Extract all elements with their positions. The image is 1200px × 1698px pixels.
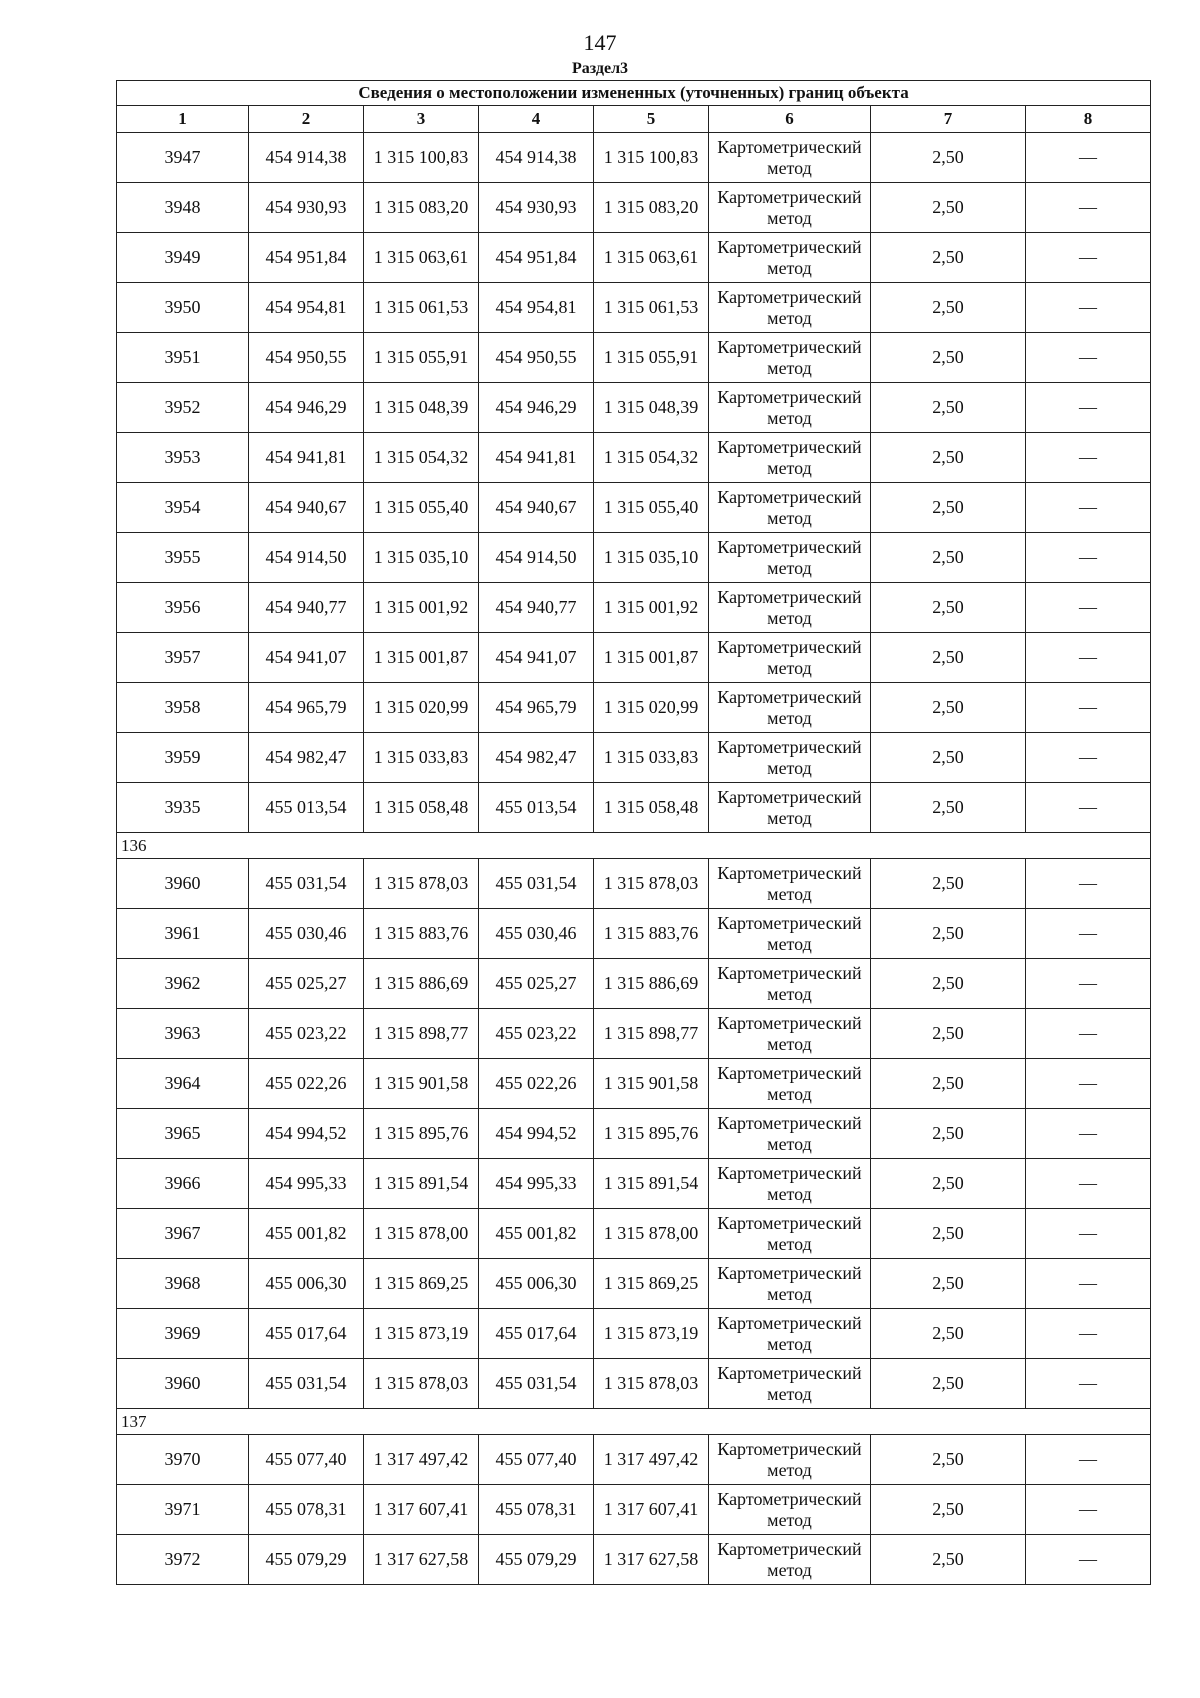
table-cell: 1 315 048,39 — [594, 383, 709, 433]
table-cell: 3970 — [117, 1435, 249, 1485]
table-cell: 1 315 878,03 — [364, 859, 479, 909]
table-cell: 455 017,64 — [249, 1309, 364, 1359]
group-row — [117, 833, 1151, 859]
table-cell: 1 315 898,77 — [364, 1009, 479, 1059]
group-label: 137 — [117, 1409, 1151, 1435]
table-cell: 1 315 061,53 — [364, 283, 479, 333]
column-header: 4 — [479, 106, 594, 133]
table-row — [117, 1009, 1151, 1059]
method-cell: Картометрический метод — [709, 959, 871, 1009]
method-cell: Картометрический метод — [709, 859, 871, 909]
table-body — [117, 133, 1151, 1585]
table-cell: 2,50 — [871, 959, 1026, 1009]
dash-cell: — — [1026, 383, 1151, 433]
table-cell: 2,50 — [871, 783, 1026, 833]
table-cell: 454 940,77 — [249, 583, 364, 633]
table-cell: 455 006,30 — [479, 1259, 594, 1309]
table-cell: 2,50 — [871, 633, 1026, 683]
table-row — [117, 283, 1151, 333]
coordinates-table — [116, 80, 1151, 1585]
dash-cell: — — [1026, 533, 1151, 583]
table-cell: 455 030,46 — [479, 909, 594, 959]
table-cell: 454 982,47 — [249, 733, 364, 783]
table-cell: 1 315 886,69 — [594, 959, 709, 1009]
dash-cell: — — [1026, 1535, 1151, 1585]
table-cell: 3957 — [117, 633, 249, 683]
table-cell: 454 995,33 — [249, 1159, 364, 1209]
dash-cell: — — [1026, 283, 1151, 333]
table-cell: 3950 — [117, 283, 249, 333]
method-cell: Картометрический метод — [709, 483, 871, 533]
table-cell: 3960 — [117, 1359, 249, 1409]
table-cell: 1 315 054,32 — [594, 433, 709, 483]
table-cell: 454 941,81 — [479, 433, 594, 483]
table-cell: 1 315 100,83 — [364, 133, 479, 183]
table-cell: 455 078,31 — [479, 1485, 594, 1535]
table-cell: 3962 — [117, 959, 249, 1009]
dash-cell: — — [1026, 1059, 1151, 1109]
table-cell: 3969 — [117, 1309, 249, 1359]
table-cell: 1 315 883,76 — [364, 909, 479, 959]
table-cell: 1 315 100,83 — [594, 133, 709, 183]
table-cell: 2,50 — [871, 733, 1026, 783]
table-cell: 1 315 873,19 — [364, 1309, 479, 1359]
dash-cell: — — [1026, 183, 1151, 233]
table-cell: 1 315 063,61 — [364, 233, 479, 283]
table-cell: 454 941,07 — [479, 633, 594, 683]
column-header: 3 — [364, 106, 479, 133]
table-cell: 455 017,64 — [479, 1309, 594, 1359]
table-cell: 2,50 — [871, 1109, 1026, 1159]
table-cell: 1 315 061,53 — [594, 283, 709, 333]
table-cell: 455 077,40 — [479, 1435, 594, 1485]
method-cell: Картометрический метод — [709, 583, 871, 633]
table-cell: 3963 — [117, 1009, 249, 1059]
table-row — [117, 583, 1151, 633]
table-cell: 455 023,22 — [249, 1009, 364, 1059]
method-cell: Картометрический метод — [709, 1209, 871, 1259]
dash-cell: — — [1026, 733, 1151, 783]
table-cell: 2,50 — [871, 1535, 1026, 1585]
table-cell: 2,50 — [871, 1435, 1026, 1485]
table-cell: 455 077,40 — [249, 1435, 364, 1485]
table-cell: 454 941,81 — [249, 433, 364, 483]
table-header-row — [117, 106, 1151, 133]
dash-cell: — — [1026, 959, 1151, 1009]
table-cell: 2,50 — [871, 1309, 1026, 1359]
table-row — [117, 1059, 1151, 1109]
table-cell: 3961 — [117, 909, 249, 959]
method-cell: Картометрический метод — [709, 133, 871, 183]
table-row — [117, 633, 1151, 683]
table-row — [117, 233, 1151, 283]
table-cell: 3966 — [117, 1159, 249, 1209]
table-cell: 454 950,55 — [249, 333, 364, 383]
table-cell: 455 001,82 — [479, 1209, 594, 1259]
table-cell: 2,50 — [871, 333, 1026, 383]
table-cell: 3949 — [117, 233, 249, 283]
table-cell: 1 315 878,00 — [364, 1209, 479, 1259]
table-cell: 1 315 895,76 — [594, 1109, 709, 1159]
table-cell: 3964 — [117, 1059, 249, 1109]
table-row — [117, 1109, 1151, 1159]
table-cell: 454 994,52 — [479, 1109, 594, 1159]
table-cell: 455 022,26 — [479, 1059, 594, 1109]
table-row — [117, 1359, 1151, 1409]
table-cell: 1 315 055,91 — [594, 333, 709, 383]
table-cell: 3955 — [117, 533, 249, 583]
table-cell: 1 315 001,87 — [594, 633, 709, 683]
table-cell: 455 031,54 — [479, 1359, 594, 1409]
method-cell: Картометрический метод — [709, 1435, 871, 1485]
table-cell: 1 315 020,99 — [364, 683, 479, 733]
table-cell: 1 317 627,58 — [364, 1535, 479, 1585]
method-cell: Картометрический метод — [709, 633, 871, 683]
table-cell: 1 315 063,61 — [594, 233, 709, 283]
method-cell: Картометрический метод — [709, 1059, 871, 1109]
table-cell: 455 025,27 — [479, 959, 594, 1009]
dash-cell: — — [1026, 333, 1151, 383]
table-cell: 454 914,38 — [479, 133, 594, 183]
table-cell: 1 315 055,91 — [364, 333, 479, 383]
table-cell: 1 315 035,10 — [594, 533, 709, 583]
table-cell: 454 951,84 — [479, 233, 594, 283]
table-caption-row — [117, 81, 1151, 106]
table-row — [117, 333, 1151, 383]
table-cell: 1 315 886,69 — [364, 959, 479, 1009]
table-cell: 1 315 891,54 — [594, 1159, 709, 1209]
table-cell: 454 940,67 — [249, 483, 364, 533]
table-cell: 3953 — [117, 433, 249, 483]
table-cell: 3965 — [117, 1109, 249, 1159]
method-cell: Картометрический метод — [709, 1259, 871, 1309]
table-cell: 455 022,26 — [249, 1059, 364, 1109]
table-row — [117, 683, 1151, 733]
table-cell: 455 023,22 — [479, 1009, 594, 1059]
section-title: Раздел3 — [571, 60, 629, 77]
table-cell: 454 914,50 — [479, 533, 594, 583]
table-cell: 1 315 033,83 — [364, 733, 479, 783]
method-cell: Картометрический метод — [709, 783, 871, 833]
table-cell: 3951 — [117, 333, 249, 383]
table-cell: 454 965,79 — [479, 683, 594, 733]
table-row — [117, 183, 1151, 233]
table-row — [117, 483, 1151, 533]
table-cell: 2,50 — [871, 233, 1026, 283]
method-cell: Картометрический метод — [709, 1009, 871, 1059]
method-cell: Картометрический метод — [709, 1109, 871, 1159]
table-row — [117, 859, 1151, 909]
method-cell: Картометрический метод — [709, 383, 871, 433]
table-row — [117, 133, 1151, 183]
table-cell: 3956 — [117, 583, 249, 633]
table-cell: 1 315 055,40 — [594, 483, 709, 533]
table-cell: 2,50 — [871, 1209, 1026, 1259]
dash-cell: — — [1026, 1159, 1151, 1209]
table-cell: 454 995,33 — [479, 1159, 594, 1209]
table-cell: 1 315 058,48 — [594, 783, 709, 833]
table-row — [117, 1485, 1151, 1535]
table-cell: 454 930,93 — [479, 183, 594, 233]
table-cell: 454 946,29 — [249, 383, 364, 433]
table-cell: 454 982,47 — [479, 733, 594, 783]
table-cell: 2,50 — [871, 1259, 1026, 1309]
table-cell: 1 317 607,41 — [364, 1485, 479, 1535]
dash-cell: — — [1026, 1009, 1151, 1059]
table-cell: 1 315 054,32 — [364, 433, 479, 483]
table-row — [117, 1435, 1151, 1485]
column-header: 2 — [249, 106, 364, 133]
dash-cell: — — [1026, 909, 1151, 959]
column-header: 1 — [117, 106, 249, 133]
table-cell: 1 315 898,77 — [594, 1009, 709, 1059]
dash-cell: — — [1026, 483, 1151, 533]
table-cell: 454 946,29 — [479, 383, 594, 433]
table-cell: 1 315 895,76 — [364, 1109, 479, 1159]
table-row — [117, 909, 1151, 959]
dash-cell: — — [1026, 633, 1151, 683]
method-cell: Картометрический метод — [709, 1535, 871, 1585]
table-row — [117, 959, 1151, 1009]
dash-cell: — — [1026, 1485, 1151, 1535]
table-cell: 2,50 — [871, 1059, 1026, 1109]
table-cell: 1 315 873,19 — [594, 1309, 709, 1359]
table-cell: 2,50 — [871, 683, 1026, 733]
method-cell: Картометрический метод — [709, 909, 871, 959]
table-row — [117, 1259, 1151, 1309]
table-cell: 3971 — [117, 1485, 249, 1535]
table-cell: 454 994,52 — [249, 1109, 364, 1159]
table-row — [117, 433, 1151, 483]
method-cell: Картометрический метод — [709, 1159, 871, 1209]
table-cell: 1 315 878,03 — [594, 859, 709, 909]
dash-cell: — — [1026, 1259, 1151, 1309]
dash-cell: — — [1026, 433, 1151, 483]
table-cell: 1 315 033,83 — [594, 733, 709, 783]
table-cell: 455 031,54 — [249, 859, 364, 909]
table-cell: 1 315 869,25 — [364, 1259, 479, 1309]
table-cell: 3960 — [117, 859, 249, 909]
table-cell: 455 079,29 — [479, 1535, 594, 1585]
dash-cell: — — [1026, 1435, 1151, 1485]
table-cell: 455 025,27 — [249, 959, 364, 1009]
table-cell: 2,50 — [871, 183, 1026, 233]
table-cell: 1 317 607,41 — [594, 1485, 709, 1535]
table-cell: 1 315 055,40 — [364, 483, 479, 533]
table-cell: 3967 — [117, 1209, 249, 1259]
table-cell: 1 315 883,76 — [594, 909, 709, 959]
dash-cell: — — [1026, 233, 1151, 283]
method-cell: Картометрический метод — [709, 1485, 871, 1535]
method-cell: Картометрический метод — [709, 533, 871, 583]
table-cell: 2,50 — [871, 859, 1026, 909]
method-cell: Картометрический метод — [709, 1359, 871, 1409]
table-cell: 1 315 083,20 — [594, 183, 709, 233]
dash-cell: — — [1026, 1309, 1151, 1359]
table-cell: 1 315 878,03 — [364, 1359, 479, 1409]
table-cell: 1 315 035,10 — [364, 533, 479, 583]
method-cell: Картометрический метод — [709, 683, 871, 733]
table-row — [117, 1309, 1151, 1359]
table-cell: 1 315 901,58 — [594, 1059, 709, 1109]
table-cell: 455 013,54 — [479, 783, 594, 833]
table-cell: 2,50 — [871, 909, 1026, 959]
column-header: 8 — [1026, 106, 1151, 133]
table-cell: 455 031,54 — [249, 1359, 364, 1409]
table-cell: 454 954,81 — [249, 283, 364, 333]
table-cell: 1 315 878,00 — [594, 1209, 709, 1259]
table-cell: 454 951,84 — [249, 233, 364, 283]
table-row — [117, 1535, 1151, 1585]
table-cell: 3947 — [117, 133, 249, 183]
column-header: 7 — [871, 106, 1026, 133]
table-cell: 3952 — [117, 383, 249, 433]
method-cell: Картометрический метод — [709, 733, 871, 783]
dash-cell: — — [1026, 583, 1151, 633]
table-cell: 2,50 — [871, 1485, 1026, 1535]
table-cell: 1 315 058,48 — [364, 783, 479, 833]
page-number: 147 — [583, 30, 617, 55]
table-cell: 454 914,38 — [249, 133, 364, 183]
table-row — [117, 733, 1151, 783]
table-cell: 1 317 497,42 — [364, 1435, 479, 1485]
table-row — [117, 1209, 1151, 1259]
table-cell: 455 078,31 — [249, 1485, 364, 1535]
table-cell: 455 006,30 — [249, 1259, 364, 1309]
method-cell: Картометрический метод — [709, 233, 871, 283]
table-cell: 1 315 020,99 — [594, 683, 709, 733]
table-cell: 3958 — [117, 683, 249, 733]
group-row — [117, 1409, 1151, 1435]
column-header: 5 — [594, 106, 709, 133]
table-cell: 2,50 — [871, 533, 1026, 583]
dash-cell: — — [1026, 859, 1151, 909]
column-header: 6 — [709, 106, 871, 133]
table-cell: 3959 — [117, 733, 249, 783]
table-cell: 2,50 — [871, 1009, 1026, 1059]
table-row — [117, 383, 1151, 433]
table-cell: 2,50 — [871, 433, 1026, 483]
table-cell: 2,50 — [871, 583, 1026, 633]
table-cell: 3935 — [117, 783, 249, 833]
table-cell: 2,50 — [871, 283, 1026, 333]
method-cell: Картометрический метод — [709, 183, 871, 233]
table-cell: 1 315 891,54 — [364, 1159, 479, 1209]
dash-cell: — — [1026, 1209, 1151, 1259]
table-cell: 455 013,54 — [249, 783, 364, 833]
table-cell: 455 079,29 — [249, 1535, 364, 1585]
table-cell: 1 315 048,39 — [364, 383, 479, 433]
method-cell: Картометрический метод — [709, 1309, 871, 1359]
table-cell: 1 315 878,03 — [594, 1359, 709, 1409]
table-cell: 454 954,81 — [479, 283, 594, 333]
table-cell: 454 940,67 — [479, 483, 594, 533]
dash-cell: — — [1026, 1109, 1151, 1159]
table-caption: Сведения о местоположении измененных (уточненных) границ объекта — [117, 81, 1151, 106]
dash-cell: — — [1026, 783, 1151, 833]
table-cell: 1 315 001,92 — [594, 583, 709, 633]
table-cell: 2,50 — [871, 383, 1026, 433]
table-cell: 3948 — [117, 183, 249, 233]
dash-cell: — — [1026, 1359, 1151, 1409]
table-cell: 455 031,54 — [479, 859, 594, 909]
table-cell: 2,50 — [871, 1159, 1026, 1209]
table-row — [117, 533, 1151, 583]
table-cell: 1 315 001,92 — [364, 583, 479, 633]
table-cell: 2,50 — [871, 1359, 1026, 1409]
table-cell: 454 930,93 — [249, 183, 364, 233]
table-row — [117, 1159, 1151, 1209]
table-cell: 2,50 — [871, 133, 1026, 183]
table-row — [117, 783, 1151, 833]
group-label: 136 — [117, 833, 1151, 859]
table-cell: 3972 — [117, 1535, 249, 1585]
table-cell: 1 317 627,58 — [594, 1535, 709, 1585]
table-cell: 454 941,07 — [249, 633, 364, 683]
table-cell: 455 030,46 — [249, 909, 364, 959]
table-cell: 3954 — [117, 483, 249, 533]
method-cell: Картометрический метод — [709, 283, 871, 333]
table-cell: 454 914,50 — [249, 533, 364, 583]
dash-cell: — — [1026, 683, 1151, 733]
table-cell: 3968 — [117, 1259, 249, 1309]
table-cell: 454 965,79 — [249, 683, 364, 733]
table-cell: 2,50 — [871, 483, 1026, 533]
table-cell: 1 315 083,20 — [364, 183, 479, 233]
table-cell: 454 950,55 — [479, 333, 594, 383]
table-cell: 1 315 869,25 — [594, 1259, 709, 1309]
method-cell: Картометрический метод — [709, 433, 871, 483]
method-cell: Картометрический метод — [709, 333, 871, 383]
table-cell: 454 940,77 — [479, 583, 594, 633]
table-cell: 1 317 497,42 — [594, 1435, 709, 1485]
table-cell: 455 001,82 — [249, 1209, 364, 1259]
dash-cell: — — [1026, 133, 1151, 183]
table-cell: 1 315 901,58 — [364, 1059, 479, 1109]
table-cell: 1 315 001,87 — [364, 633, 479, 683]
